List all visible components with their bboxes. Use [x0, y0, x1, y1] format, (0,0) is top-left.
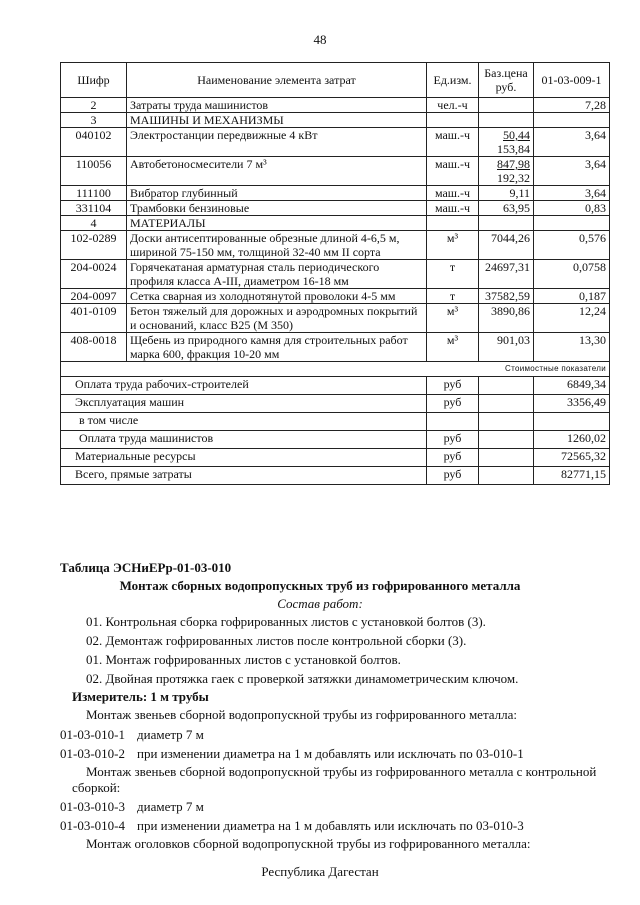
item-text: диаметр 7 м [137, 727, 204, 742]
summary-value: 3356,49 [534, 395, 610, 413]
row-price: 847,98 192,32 [479, 157, 534, 186]
row-unit: маш.-ч [427, 201, 479, 216]
summary-value: 1260,02 [534, 431, 610, 449]
summary-unit: руб [427, 449, 479, 467]
meter-label: Измеритель: 1 м трубы [72, 689, 209, 704]
table-title: Таблица ЭСНиЕРр-01-03-010 [60, 560, 232, 575]
summary-unit: руб [427, 395, 479, 413]
paragraph: Монтаж звеньев сборной водопропускной трубы из гофрированного металла с контрольной [86, 764, 597, 779]
row-name: Горячекатаная арматурная сталь периодического профиля класса А-III, диаметром 16-18 мм [127, 260, 427, 289]
summary-name: Всего, прямые затраты [61, 467, 427, 485]
table-row [61, 333, 610, 362]
row-norm: 3,64 [534, 128, 610, 157]
row-norm: 12,24 [534, 304, 610, 333]
summary-name: в том числе [61, 413, 427, 431]
item-code: 01-03-010-3 [60, 799, 125, 814]
row-norm: 0,576 [534, 231, 610, 260]
row-unit: маш.-ч [427, 128, 479, 157]
item-code: 01-03-010-1 [60, 727, 125, 742]
summary-name: Оплата труда рабочих-строителей [61, 377, 427, 395]
summary-row [61, 413, 610, 431]
summary-unit [427, 413, 479, 431]
table-header-row [61, 63, 610, 98]
row-name: Щебень из природного камня для строительных работ марка 600, фракция 10-20 мм [127, 333, 427, 362]
row-unit: маш.-ч [427, 186, 479, 201]
row-unit: чел.-ч [427, 98, 479, 113]
summary-value: 82771,15 [534, 467, 610, 485]
row-unit: м³ [427, 231, 479, 260]
table-row [61, 304, 610, 333]
table-row [61, 260, 610, 289]
page-number: 48 [313, 32, 327, 47]
section-row [61, 216, 610, 231]
item-code: 01-03-010-4 [60, 818, 125, 833]
work-item: 02. Двойная протяжка гаек с проверкой затяжки динамометрическим ключом. [86, 671, 519, 686]
row-price: 901,03 [479, 333, 534, 362]
row-code: 401-0109 [61, 304, 127, 333]
table-row [61, 201, 610, 216]
cost-table [60, 62, 610, 485]
row-code: 110056 [61, 157, 127, 186]
row-price: 9,11 [479, 186, 534, 201]
row-norm: 0,83 [534, 201, 610, 216]
row-price: 7044,26 [479, 231, 534, 260]
summary-row [61, 377, 610, 395]
table-row [61, 289, 610, 304]
summary-row [61, 431, 610, 449]
summary-unit: руб [427, 467, 479, 485]
section-code: 3 [61, 113, 127, 128]
table-row [61, 231, 610, 260]
summary-name: Материальные ресурсы [61, 449, 427, 467]
row-code: 204-0097 [61, 289, 127, 304]
row-name: Трамбовки бензиновые [127, 201, 427, 216]
row-unit: м³ [427, 304, 479, 333]
row-code: 204-0024 [61, 260, 127, 289]
row-code: 331104 [61, 201, 127, 216]
composition-title: Состав работ: [277, 596, 363, 611]
item-code: 01-03-010-2 [60, 746, 125, 761]
summary-row [61, 449, 610, 467]
summary-value: 6849,34 [534, 377, 610, 395]
paragraph: Монтаж звеньев сборной водопропускной трубы из гофрированного металла: [86, 707, 518, 722]
table-row [61, 157, 610, 186]
summary-value [534, 413, 610, 431]
table-row [61, 186, 610, 201]
row-name: Вибратор глубинный [127, 186, 427, 201]
row-code: 111100 [61, 186, 127, 201]
row-unit: т [427, 289, 479, 304]
header-price: Баз.цена руб. [479, 63, 534, 98]
work-item: 01. Контрольная сборка гофрированных листов с установкой болтов (3). [86, 614, 486, 629]
row-norm: 0,0758 [534, 260, 610, 289]
summary-row [61, 467, 610, 485]
summary-unit: руб [427, 377, 479, 395]
row-norm: 0,187 [534, 289, 610, 304]
row-price: 3890,86 [479, 304, 534, 333]
summary-value: 72565,32 [534, 449, 610, 467]
row-code: 040102 [61, 128, 127, 157]
row-code: 2 [61, 98, 127, 113]
item-text: при изменении диаметра на 1 м добавлять или исключать по 03-010-1 [137, 746, 524, 761]
header-unit: Ед.изм. [427, 63, 479, 98]
row-name: Автобетоносмесители 7 м³ [127, 157, 427, 186]
section-name: МАТЕРИАЛЫ [127, 216, 427, 231]
row-code: 408-0018 [61, 333, 127, 362]
row-norm: 13,30 [534, 333, 610, 362]
row-unit: м³ [427, 333, 479, 362]
table-row [61, 128, 610, 157]
row-price: 24697,31 [479, 260, 534, 289]
row-name: Сетка сварная из холоднотянутой проволоки 4-5 мм [127, 289, 427, 304]
summary-name: Эксплуатация машин [61, 395, 427, 413]
row-name: Электростанции передвижные 4 кВт [127, 128, 427, 157]
row-price: 50,44 153,84 [479, 128, 534, 157]
item-text: при изменении диаметра на 1 м добавлять или исключать по 03-010-3 [137, 818, 524, 833]
row-unit: маш.-ч [427, 157, 479, 186]
row-name: Доски антисептированные обрезные длиной 4-6,5 м, шириной 75-150 мм, толщиной 32-40 мм II сорта [127, 231, 427, 260]
row-name: Бетон тяжелый для дорожных и аэродромных покрытий и оснований, класс B25 (M 350) [127, 304, 427, 333]
row-price: 63,95 [479, 201, 534, 216]
row-price [479, 98, 534, 113]
indicators-label: Стоимостные показатели [61, 362, 610, 377]
paragraph: сборкой: [72, 780, 121, 795]
section-heading: Монтаж сборных водопропускных труб из гофрированного металла [119, 578, 521, 593]
summary-row [61, 395, 610, 413]
section-name: МАШИНЫ И МЕХАНИЗМЫ [127, 113, 427, 128]
row-name: Затраты труда машинистов [127, 98, 427, 113]
row-norm: 7,28 [534, 98, 610, 113]
row-price: 37582,59 [479, 289, 534, 304]
section-row [61, 113, 610, 128]
summary-name: Оплата труда машинистов [61, 431, 427, 449]
summary-unit: руб [427, 431, 479, 449]
header-code: Шифр [61, 63, 127, 98]
footer: Республика Дагестан [261, 864, 379, 879]
header-norm: 01-03-009-1 [534, 63, 610, 98]
item-text: диаметр 7 м [137, 799, 204, 814]
row-norm: 3,64 [534, 186, 610, 201]
section-code: 4 [61, 216, 127, 231]
row-code: 102-0289 [61, 231, 127, 260]
row-norm: 3,64 [534, 157, 610, 186]
row-unit: т [427, 260, 479, 289]
header-name: Наименование элемента затрат [127, 63, 427, 98]
work-item: 01. Монтаж гофрированных листов с установкой болтов. [86, 652, 401, 667]
indicators-row [61, 362, 610, 377]
work-item: 02. Демонтаж гофрированных листов после контрольной сборки (3). [86, 633, 467, 648]
table-row [61, 98, 610, 113]
paragraph: Монтаж оголовков сборной водопропускной трубы из гофрированного металла: [86, 836, 531, 851]
